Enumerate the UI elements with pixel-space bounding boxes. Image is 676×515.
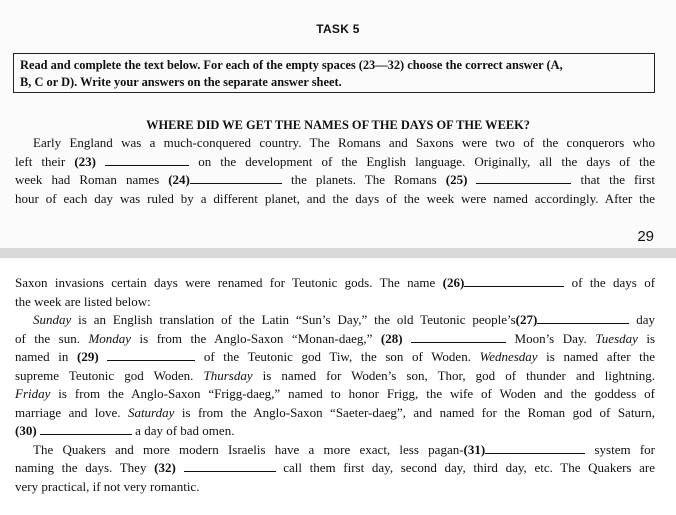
paragraph-line [15,311,655,330]
text-fragment: hour of each day was ruled by a different planet, and the days of the week were named accordingly. After the [15,190,655,206]
text-fragment: named in [15,349,69,364]
answer-blank-24[interactable] [190,172,282,184]
gap-number-28: (28) [380,330,403,346]
paragraph-line [15,441,655,460]
text-fragment: is named after the [537,349,656,364]
day-name: Monday [88,330,132,346]
paragraph-line [15,367,655,386]
text-fragment: the week are listed below: [15,293,151,309]
paragraph-line [15,293,655,312]
text-fragment: is [637,330,656,346]
task-title: TASK 5 [316,22,360,36]
gap-number-31: (31) [463,441,486,457]
upper-page [0,0,676,248]
day-name: Thursday [203,367,253,383]
day-name: Sunday [33,312,72,327]
answer-blank-23[interactable] [105,154,189,166]
day-name: Wednesday [479,349,538,364]
lower-page [0,258,676,515]
text-fragment: very practical, if not very romantic. [15,478,200,494]
instructions-box [13,53,655,93]
day-name: Saturday [127,404,175,420]
paragraph-line [15,134,655,153]
paragraph-line [15,274,655,293]
text-fragment: of the days of [571,275,656,290]
gap-number-30: (30) [15,423,37,438]
gap-number-32: (32) [154,460,176,475]
text-fragment: of the Teutonic god Tiw, the son of Woden. [203,349,471,364]
page-divider [0,248,676,258]
answer-blank-32[interactable] [184,460,276,472]
text-fragment: day [636,312,655,327]
text-fragment: the planets. The Romans [290,172,437,187]
text-fragment: a day of bad omen. [135,423,235,438]
gap-number-24: (24) [168,172,190,187]
text-fragment: marriage and love. [15,404,121,420]
answer-blank-30[interactable] [40,423,132,435]
answer-blank-26[interactable] [464,275,564,287]
gap-number-29: (29) [76,349,99,364]
paragraph-line [15,459,655,478]
answer-blank-29[interactable] [107,349,195,361]
text-fragment: system for [594,441,655,457]
text-fragment: The Quakers and more modern Israelis have a more exact, less pagan- [33,441,464,457]
text-fragment: on the development of the English language. Originally, all the days of the [198,153,656,169]
gap-number-26: (26) [442,275,465,290]
text-fragment: supreme Teutonic god Woden. [15,367,194,383]
text-heading: WHERE DID WE GET THE NAMES OF THE DAYS OF THE WEEK? [146,118,530,132]
answer-blank-27[interactable] [537,312,629,324]
paragraph-line [15,422,655,441]
paragraph-line [15,330,655,349]
text-fragment: week had Roman names [15,172,160,187]
text-fragment: Saxon invasions certain days were renamed for Teutonic gods. The name [15,275,436,290]
paragraph-line [15,385,655,404]
gap-number-25: (25) [445,172,468,187]
instructions-line-2: B, C or D). Write your answers on the separate answer sheet. [20,75,342,89]
paragraph-line [15,348,655,367]
paragraph-line [15,171,655,190]
gap-number-23: (23) [74,153,96,169]
text-fragment: of the sun. [15,330,80,346]
gap-number-27: (27) [515,312,538,327]
text-fragment: left their [15,153,66,169]
text-fragment: Early England was a much-conquered country. The Romans and Saxons were two of the conquerors who [33,135,655,150]
text-fragment: call them first day, second day, third day, etc. The Quakers are [283,460,656,475]
page-number: 29 [637,228,654,245]
text-fragment: is from the Anglo-Saxon “Frigg-daeg,” named to honor Frigg, the wife of Woden and the goddess of [50,386,655,401]
text-fragment: Moon’s Day. [514,330,587,346]
answer-blank-25[interactable] [476,172,571,184]
text-fragment: naming the days. They [15,460,147,475]
text-fragment: is named for Woden’s son, Thor, god of thunder and lightning. [252,367,656,383]
text-fragment: that the first [580,172,655,187]
answer-blank-31[interactable] [485,442,585,454]
paragraph-line [15,153,655,172]
answer-blank-28[interactable] [411,331,506,343]
paragraph-line [15,404,655,423]
day-name: Tuesday [595,330,638,346]
paragraph-line [15,190,655,209]
text-fragment: is from the Anglo-Saxon “Saeter-daeg”, and named for the Roman god of Saturn, [174,404,656,420]
text-fragment: is an English translation of the Latin “Sun’s Day,” the old Teutonic people’s [71,312,516,327]
day-name: Friday [15,386,51,401]
text-fragment: is from the Anglo-Saxon “Monan-daeg,” [131,330,373,346]
paragraph-line [15,478,655,497]
instructions-line-1: Read and complete the text below. For each of the empty spaces (23—32) choose the correct answer (A, [20,58,563,72]
